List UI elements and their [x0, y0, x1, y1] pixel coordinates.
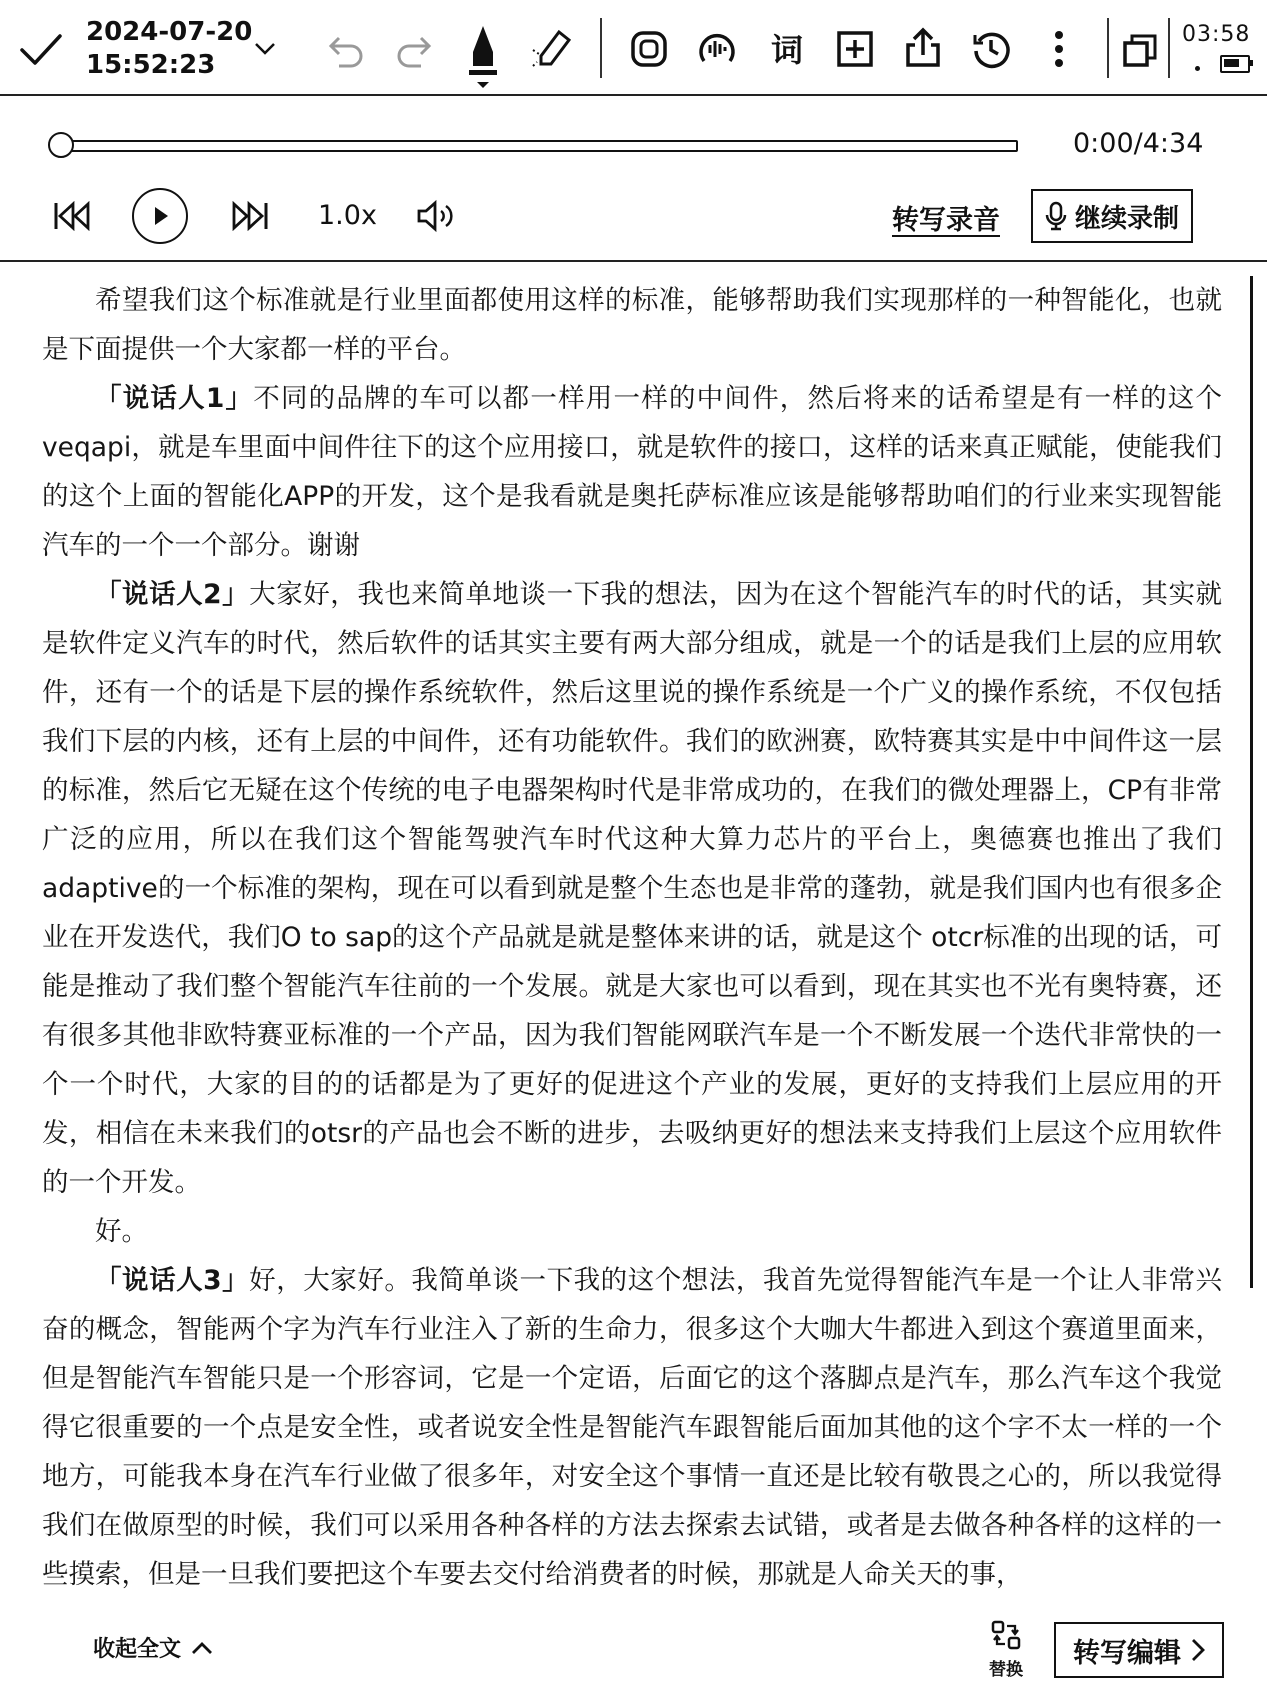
volume-icon[interactable]: [414, 194, 458, 238]
play-button[interactable]: [132, 188, 188, 244]
collapse-full-text-button[interactable]: [93, 1632, 213, 1663]
transcript-paragraph: [42, 1207, 1222, 1256]
history-icon[interactable]: [968, 26, 1014, 72]
replace-label: 替换: [989, 1660, 1023, 1680]
play-icon: [149, 205, 171, 227]
audio-wave-icon[interactable]: [694, 26, 740, 72]
word-icon[interactable]: [764, 24, 810, 72]
paragraph-text: 好，大家好。我简单谈一下我的这个想法，我首先觉得智能汽车是一个让人非常兴奋的概念，智能两个字为汽车行业注入了新的生命力，很多这个大咖大牛都进入到这个赛道里面来，但是智能汽车智能只是一个形容词，它是一个定语，后面它的这个落脚点是汽车，那么汽车这个我觉得它很重要的一个点是安全性，或者说安全性是智能汽车跟智能后面加其他的这个字不太一样的一个地方，可能我本身在汽车行业做了很多年，对安全这个事情一直还是比较有敬畏之心的，所以我觉得我们在做原型的时候，我们可以采用各种各样的方法去探索去试错，或者是去做各种各样的这样的一些摸索，但是一旦我们要把这个车要去交付给消费者的时候，那就是人命关天的事，: [42, 1265, 1222, 1590]
total-duration: 4:34: [1142, 128, 1204, 159]
window-icon[interactable]: [1116, 28, 1164, 72]
paragraph-text: 好。: [95, 1216, 148, 1247]
speaker-label: 「说话人3」: [95, 1265, 250, 1296]
skip-back-icon[interactable]: [50, 194, 94, 238]
chevron-up-icon: [191, 1641, 213, 1655]
scrollbar[interactable]: [1250, 276, 1253, 1288]
continue-recording-label: 继续录制: [1074, 203, 1179, 234]
chevron-down-icon[interactable]: [250, 36, 280, 62]
skip-forward-icon[interactable]: [228, 194, 272, 238]
transcript-text[interactable]: [42, 276, 1222, 1599]
check-icon[interactable]: [16, 28, 66, 72]
recording-date: 2024-07-20: [86, 17, 253, 47]
toolbar-divider: [1168, 18, 1170, 78]
paragraph-text: 大家好，我也来简单地谈一下我的想法，因为在这个智能汽车的时代的话，其实就是软件定义汽车的时代，然后软件的话其实主要有两大部分组成，就是一个的话是我们上层的应用软件，还有一个的话是下层的操作系统软件，然后这里说的操作系统是一个广义的操作系统，不仅包括我们下层的内核，还有上层的中间件，还有功能软件。我们的欧洲赛，欧特赛其实是中中间件这一层的标准，然后它无疑在这个传统的电子电器架构时代是非常成功的，在我们的微处理器上，CP有非常广泛的应用，所以在我们这个智能驾驶汽车时代这种大算力芯片的平台上，奥德赛也推出了我们adaptive的一个标准的架构，现在可以看到就是整个生态也是非常的蓬勃，就是我们国内也有很多企业在开发迭代，我们O to sap的这个产品就是就是整体来讲的话，就是这个 otcr标准的出现的话，可能是推动了我们整个智能汽车往前的一个发展。就是大家也可以看到，现在其实也不光有奥特赛，还有很多其他非欧特赛亚标准的一个产品，因为我们智能网联汽车是一个不断发展一个迭代非常快的一个一个时代，大家的目的的话都是为了更好的促进这个产业的发展，更好的支持我们上层应用的开发，相信在未来我们的otsr的产品也会不断的进步，去吸纳更好的想法来支持我们上层这个应用软件的一个开发。: [42, 579, 1222, 1198]
lasso-icon[interactable]: [626, 26, 672, 72]
transcription-edit-button[interactable]: [1054, 1622, 1224, 1678]
word-icon-label: 词: [770, 31, 803, 69]
chevron-right-icon: [1191, 1638, 1205, 1662]
recording-time: 15:52:23: [86, 50, 216, 80]
time-readout: [1073, 128, 1203, 159]
continue-recording-button[interactable]: [1031, 189, 1193, 243]
replace-button[interactable]: [980, 1620, 1032, 1680]
battery-level: [1224, 59, 1239, 67]
battery-icon: [1220, 55, 1250, 73]
toolbar-divider: [1107, 18, 1109, 78]
redo-icon[interactable]: [393, 26, 435, 72]
status-dot: [1195, 66, 1200, 71]
progress-bar[interactable]: [60, 140, 1018, 152]
transcribe-recording-link[interactable]: 转写录音: [892, 205, 1000, 236]
transcript-paragraph: [42, 276, 1222, 374]
paragraph-text: 希望我们这个标准就是行业里面都使用这样的标准，能够帮助我们实现那样的一种智能化，也就是下面提供一个大家都一样的平台。: [42, 285, 1222, 365]
toolbar-divider: [600, 18, 602, 78]
paragraph-text: 不同的品牌的车可以都一样用一样的中间件，然后将来的话希望是有一样的这个veqapi，就是车里面中间件往下的这个应用接口，就是软件的接口，这样的话来真正赋能，使能我们的这个上面的智能化APP的开发，这个是我看就是奥托萨标准应该是能够帮助咱们的行业来实现智能汽车的一个一个部分。谢谢: [42, 383, 1222, 561]
add-box-icon[interactable]: [832, 26, 878, 72]
transcription-edit-label: 转写编辑: [1073, 1637, 1181, 1669]
playback-speed[interactable]: 1.0x: [318, 200, 377, 231]
progress-knob[interactable]: [48, 132, 74, 158]
collapse-label: 收起全文: [93, 1637, 182, 1662]
more-icon[interactable]: [1040, 26, 1078, 72]
transcript-paragraph: [42, 1256, 1222, 1599]
elapsed-time: 0:00: [1073, 128, 1134, 159]
time-separator: /: [1133, 128, 1143, 159]
top-toolbar: [0, 0, 1267, 96]
pen-icon[interactable]: [462, 20, 504, 90]
status-clock: 03:58: [1182, 22, 1251, 47]
eraser-pen-icon[interactable]: [530, 26, 574, 72]
transcript-paragraph: [42, 374, 1222, 570]
share-icon[interactable]: [900, 24, 946, 72]
bottom-bar: [0, 1610, 1267, 1690]
recording-datetime: [86, 16, 252, 82]
speaker-label: 「说话人1」: [95, 383, 254, 414]
microphone-icon: [1045, 201, 1067, 231]
audio-player: [0, 96, 1267, 262]
undo-icon[interactable]: [325, 26, 367, 72]
speaker-label: 「说话人2」: [95, 579, 250, 610]
transcript-paragraph: [42, 570, 1222, 1207]
replace-icon: [991, 1620, 1021, 1650]
